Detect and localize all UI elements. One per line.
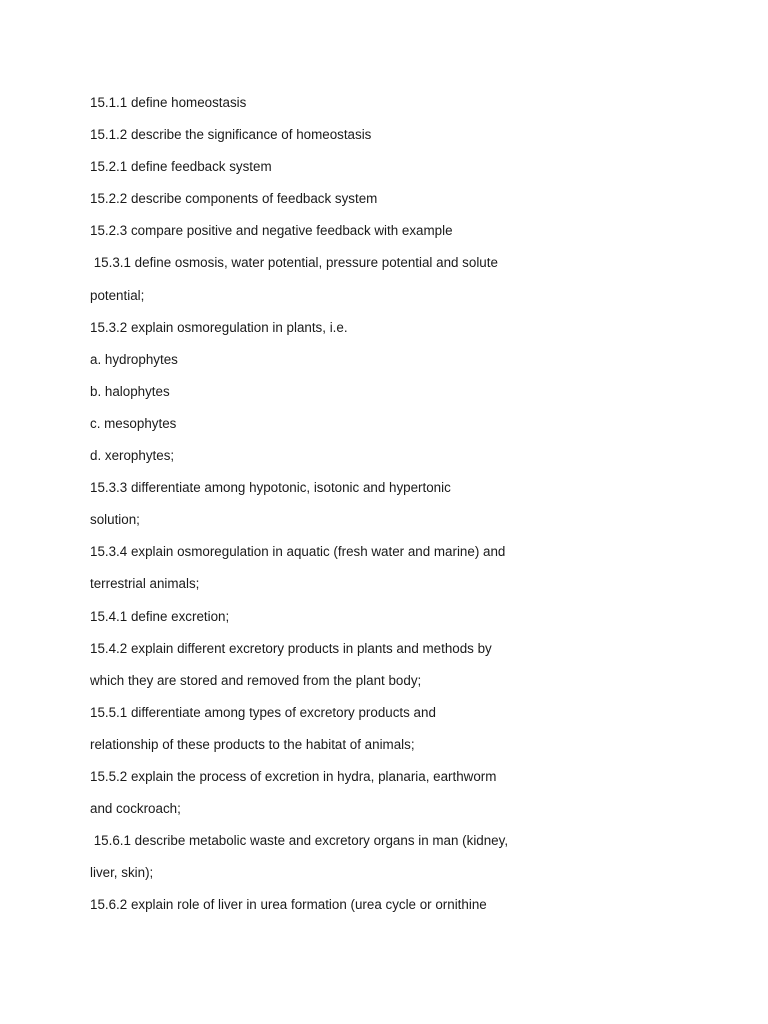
text-line: 15.3.4 explain osmoregulation in aquatic (fresh water and marine) and xyxy=(90,544,506,560)
text-line: c. mesophytes xyxy=(90,415,177,431)
text-line: 15.2.2 describe components of feedback system xyxy=(90,191,378,207)
text-line: 15.3.3 differentiate among hypotonic, isotonic and hypertonic xyxy=(90,480,451,496)
text-line: 15.4.1 define excretion; xyxy=(90,608,230,624)
text-line: solution; xyxy=(90,512,140,528)
text-line: 15.3.1 define osmosis, water potential, pressure potential and solute xyxy=(90,255,498,271)
text-line: 15.3.2 explain osmoregulation in plants, i.e. xyxy=(90,319,348,335)
text-line: 15.1.2 describe the significance of homeostasis xyxy=(90,127,372,143)
text-line: a. hydrophytes xyxy=(90,351,178,367)
text-line: b. halophytes xyxy=(90,383,170,399)
text-line: relationship of these products to the habitat of animals; xyxy=(90,736,415,752)
text-line: 15.2.1 define feedback system xyxy=(90,159,272,175)
text-line: 15.4.2 explain different excretory products in plants and methods by xyxy=(90,640,492,656)
text-line: 15.5.1 differentiate among types of excretory products and xyxy=(90,704,436,720)
text-line: 15.2.3 compare positive and negative feedback with example xyxy=(90,223,453,239)
text-line: and cockroach; xyxy=(90,801,181,817)
document-body xyxy=(90,93,690,927)
text-line: which they are stored and removed from the plant body; xyxy=(90,672,422,688)
text-line: 15.5.2 explain the process of excretion in hydra, planaria, earthworm xyxy=(90,768,497,784)
text-line: 15.6.1 describe metabolic waste and excretory organs in man (kidney, xyxy=(90,833,509,849)
text-line: 15.6.2 explain role of liver in urea formation (urea cycle or ornithine xyxy=(90,897,487,913)
text-line: potential; xyxy=(90,287,145,303)
text-line: liver, skin); xyxy=(90,865,154,881)
text-line: terrestrial animals; xyxy=(90,576,200,592)
text-line: d. xerophytes; xyxy=(90,448,175,464)
text-line: 15.1.1 define homeostasis xyxy=(90,95,247,110)
